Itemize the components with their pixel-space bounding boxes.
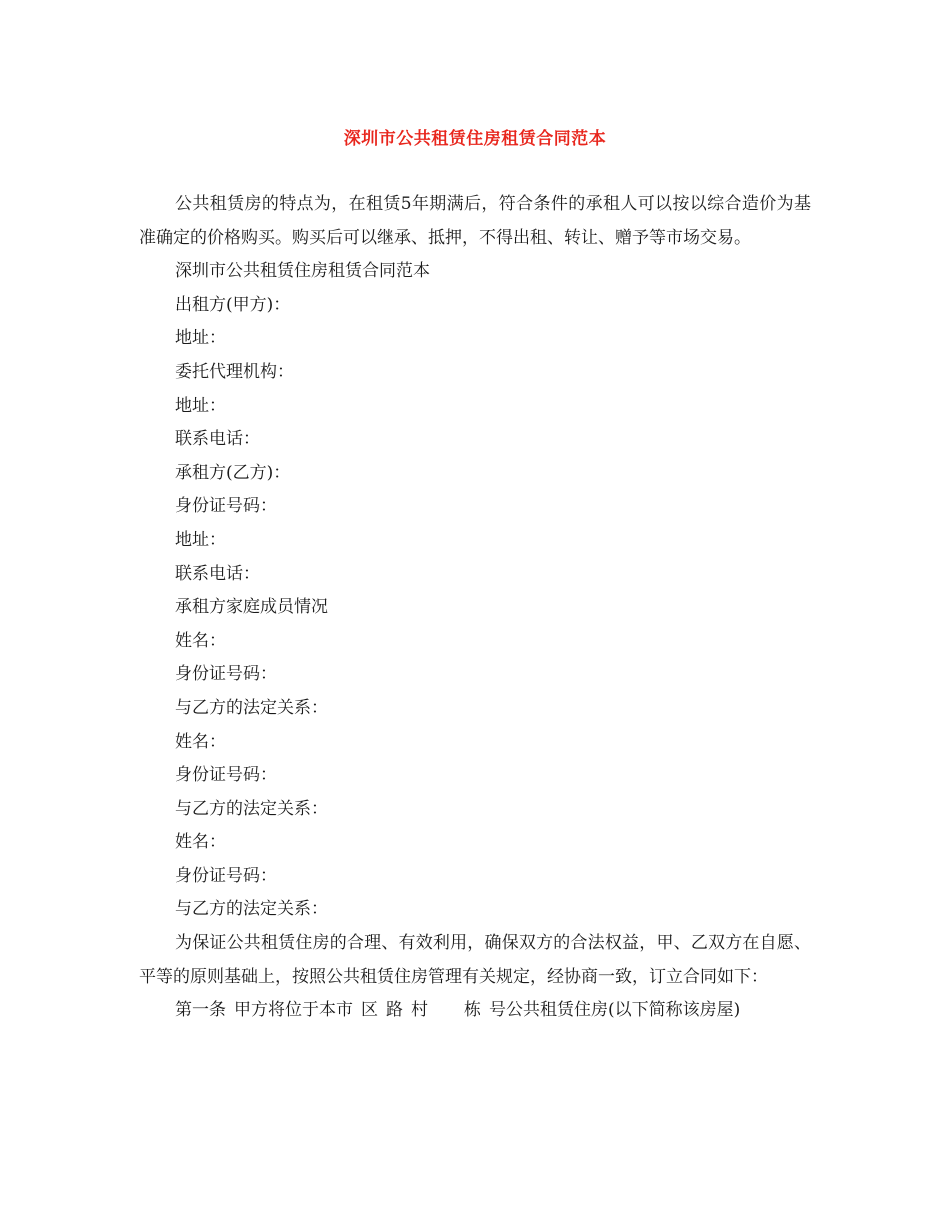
clause-1-village: 村: [411, 1000, 428, 1021]
clause-1-district: 区: [361, 1000, 378, 1021]
contract-heading-line: 深圳市公共租赁住房租赁合同范本: [175, 261, 430, 282]
clause-1-line: [139, 994, 811, 1028]
member2-relation-line: 与乙方的法定关系：: [175, 798, 328, 819]
member3-name-line: 姓名：: [175, 832, 226, 853]
member1-relation-line: 与乙方的法定关系：: [175, 697, 328, 718]
family-heading-line: 承租方家庭成员情况: [175, 597, 328, 618]
agency-address-line: 地址：: [175, 395, 226, 416]
lessor-line: 出租方(甲方)：: [175, 294, 291, 315]
member3-relation-line: 与乙方的法定关系：: [175, 899, 328, 920]
clause-1-text-b: 号公共租赁住房(以下简称该房屋): [489, 1000, 741, 1021]
lessee-id-line: 身份证号码：: [175, 496, 277, 517]
member3-id-line: 身份证号码：: [175, 865, 277, 886]
intro-paragraph: 公共租赁房的特点为，在租赁5年期满后，符合条件的承租人可以按以综合造价为基准确定的价格购买。购买后可以继承、抵押，不得出租、转让、赠予等市场交易。: [139, 194, 811, 248]
member2-name-line: 姓名：: [175, 731, 226, 752]
clause-1-label: 第一条: [175, 1000, 226, 1021]
agency-phone-line: 联系电话：: [175, 429, 260, 450]
lessor-address-line: 地址：: [175, 328, 226, 349]
lessee-address-line: 地址：: [175, 529, 226, 550]
member1-name-line: 姓名：: [175, 630, 226, 651]
purpose-paragraph: 为保证公共租赁住房的合理、有效利用，确保双方的合法权益，甲、乙双方在自愿、平等的原则基础上，按照公共租赁住房管理有关规定，经协商一致，订立合同如下：: [139, 933, 811, 987]
clause-1-building: 栋: [464, 1000, 481, 1021]
document-body: [139, 188, 811, 1028]
lessee-line: 承租方(乙方)：: [175, 462, 291, 483]
clause-1-road: 路: [386, 1000, 403, 1021]
member1-id-line: 身份证号码：: [175, 664, 277, 685]
member2-id-line: 身份证号码：: [175, 765, 277, 786]
document-title: 深圳市公共租赁住房租赁合同范本: [343, 129, 607, 149]
clause-1-text-a: 甲方将位于本市: [234, 1000, 353, 1021]
lessee-phone-line: 联系电话：: [175, 563, 260, 584]
agency-line: 委托代理机构：: [175, 361, 294, 382]
